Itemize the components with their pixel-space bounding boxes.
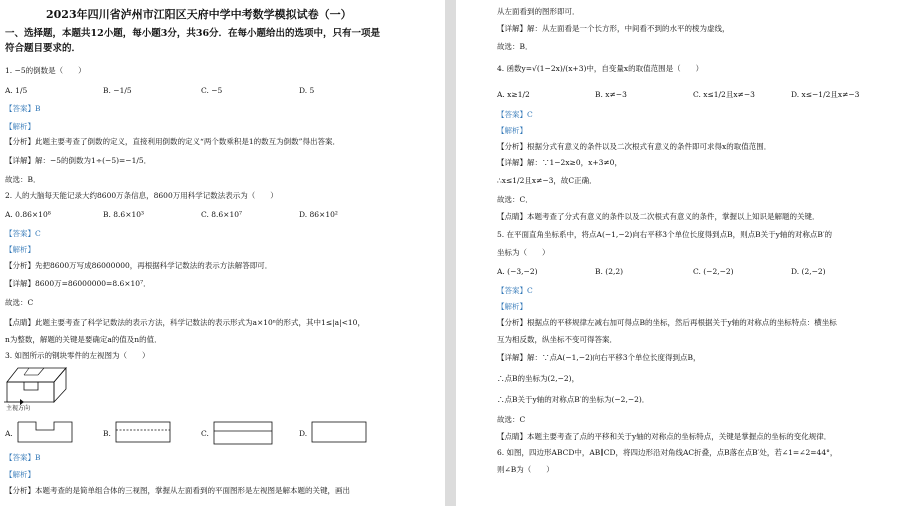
q1-option-d: D. 5 [299, 86, 315, 95]
question-5: 5. 在平面直角坐标系中，将点A(−1,−2)向右平移3个单位长度得到点B，则点B关于y轴的对称点B′的 [497, 230, 833, 239]
q4-jiexi: 【解析】 [497, 126, 527, 135]
q1-analysis: 【分析】此题主要考查了倒数的定义，直接利用倒数的定义“两个数乘积是1的数互为倒数”得出答案． [5, 137, 340, 146]
q2-solution: 【详解】8600万=86000000=8.6×10⁷． [5, 279, 151, 288]
q3-answer: 【答案】B [5, 453, 41, 462]
q5-option-a: A. (−3,−2) [497, 267, 538, 276]
q3-choice: 故选：B． [497, 42, 533, 51]
q3-analysis: 【分析】本题考查的是简单组合体的三视图，掌握从左面看到的平面图形是左视图是解本题的关键，画出 [5, 486, 350, 495]
question-2: 2. 人的大脑每天能记录大约8600万条信息，8600万用科学记数法表示为（ ） [5, 191, 278, 200]
question-3: 3. 如图所示的钢块零件的左视图为（ ） [5, 351, 150, 360]
q2-option-d: D. 86×10² [299, 210, 338, 219]
document-page-right [456, 0, 900, 506]
section-heading-cont: 符合题目要求的． [5, 43, 82, 54]
q5-analysis: 【分析】根据点的平移规律左减右加可得点B的坐标，然后再根据关于y轴的对称点的坐标特点：横坐标 [497, 318, 837, 327]
q4-therefore: ∴x≤1/2且x≠−3，故C正确． [497, 176, 597, 185]
q2-analysis: 【分析】先把8600万写成86000000，再根据科学记数法的表示方法解答即可． [5, 261, 273, 270]
q3-analysis-cont: 从左面看到的图形即可． [497, 7, 580, 16]
q5-step-1: ∴点B的坐标为(2,−2)， [497, 374, 580, 383]
q1-answer: 【答案】B [5, 104, 41, 113]
q3-solution: 【详解】解：从左面看是一个长方形，中间看不到的水平的棱为虚线， [497, 24, 730, 33]
q5-comment: 【点睛】本题主要考查了点的平移和关于y轴的对称点的坐标特点，关键是掌握点的坐标的变化规律． [497, 432, 832, 441]
q5-option-b: B. (2,2) [595, 267, 624, 276]
q2-choice: 故选：C [5, 298, 34, 307]
q2-option-a: A. 0.86×10⁸ [5, 210, 51, 219]
q2-option-c: C. 8.6×10⁷ [201, 210, 243, 219]
q3-option-c-figure [212, 420, 274, 446]
q5-option-c: C. (−2,−2) [693, 267, 734, 276]
q3-option-c: C. [201, 429, 209, 438]
question-6-cont: 则∠B为（ ） [497, 465, 554, 474]
q4-option-a: A. x≥1/2 [497, 90, 530, 99]
exam-title: 2023年四川省泸州市江阳区天府中学中考数学模拟试卷（一） [46, 8, 352, 21]
q1-option-c: C. −5 [201, 86, 223, 95]
question-4: 4. 函数y=√(1−2x)/(x+3)中，自变量x的取值范围是（ ） [497, 64, 704, 73]
q5-option-d: D. (2,−2) [791, 267, 826, 276]
q2-jiexi: 【解析】 [5, 245, 35, 254]
q5-analysis-cont: 互为相反数，纵坐标不变可得答案． [497, 335, 617, 344]
document-page-left [0, 0, 445, 506]
q2-comment: 【点睛】此题主要考查了科学记数法的表示方法，科学记数法的表示形式为a×10ⁿ的形式，其中1≤|a|<10， [5, 318, 365, 327]
q3-option-b: B. [103, 429, 111, 438]
q4-option-d: D. x≤−1/2且x≠−3 [791, 90, 860, 99]
q4-analysis: 【分析】根据分式有意义的条件以及二次根式有意义的条件即可求得x的取值范围． [497, 142, 772, 151]
q4-answer: 【答案】C [497, 110, 533, 119]
q3-jiexi: 【解析】 [5, 470, 35, 479]
q4-solution: 【详解】解：∵1−2x≥0，x+3≠0， [497, 158, 622, 167]
q5-choice: 故选：C [497, 415, 526, 424]
q1-option-b: B. −1/5 [103, 86, 132, 95]
q2-comment-cont: n为整数，解题的关键是要确定a的值及n的值． [5, 335, 162, 344]
question-5-cont: 坐标为（ ） [497, 248, 550, 257]
q4-comment: 【点睛】本题考查了分式有意义的条件以及二次根式有意义的条件，掌握以上知识是解题的关键． [497, 212, 820, 221]
question-6: 6. 如图，四边形ABCD中，AB∥CD，将四边形沿对角线AC折叠，点B落在点B′处，若∠1=∠2=44°， [497, 448, 838, 457]
q1-solution: 【详解】解：−5的倒数为1÷(−5)=−1/5． [5, 156, 152, 165]
q5-step-2: ∴点B关于y轴的对称点B′的坐标为(−2,−2)． [497, 395, 650, 404]
q2-option-b: B. 8.6×10³ [103, 210, 145, 219]
view-direction-label: 主视方向 [6, 405, 31, 412]
q3-option-b-figure [114, 420, 172, 444]
q2-answer: 【答案】C [5, 229, 41, 238]
q1-jiexi: 【解析】 [5, 122, 35, 131]
q1-choice: 故选：B． [5, 175, 41, 184]
q5-jiexi: 【解析】 [497, 302, 527, 311]
question-1: 1. −5的倒数是（ ） [5, 66, 86, 75]
q5-answer: 【答案】C [497, 286, 533, 295]
q4-choice: 故选：C． [497, 195, 533, 204]
q5-solution: 【详解】解：∵点A(−1,−2)向右平移3个单位长度得到点B， [497, 353, 701, 362]
q3-option-d: D. [299, 429, 308, 438]
page-gutter [445, 0, 456, 506]
section-heading: 一、选择题，本题共12小题，每小题3分，共36分．在每小题给出的选项中，只有一项是 [5, 28, 381, 39]
q4-option-b: B. x≠−3 [595, 90, 627, 99]
q3-option-a: A. [5, 429, 13, 438]
q4-option-c: C. x≤1/2且x≠−3 [693, 90, 755, 99]
q1-option-a: A. 1/5 [5, 86, 28, 95]
q3-option-a-figure [16, 420, 74, 444]
q3-option-d-figure [310, 420, 368, 444]
